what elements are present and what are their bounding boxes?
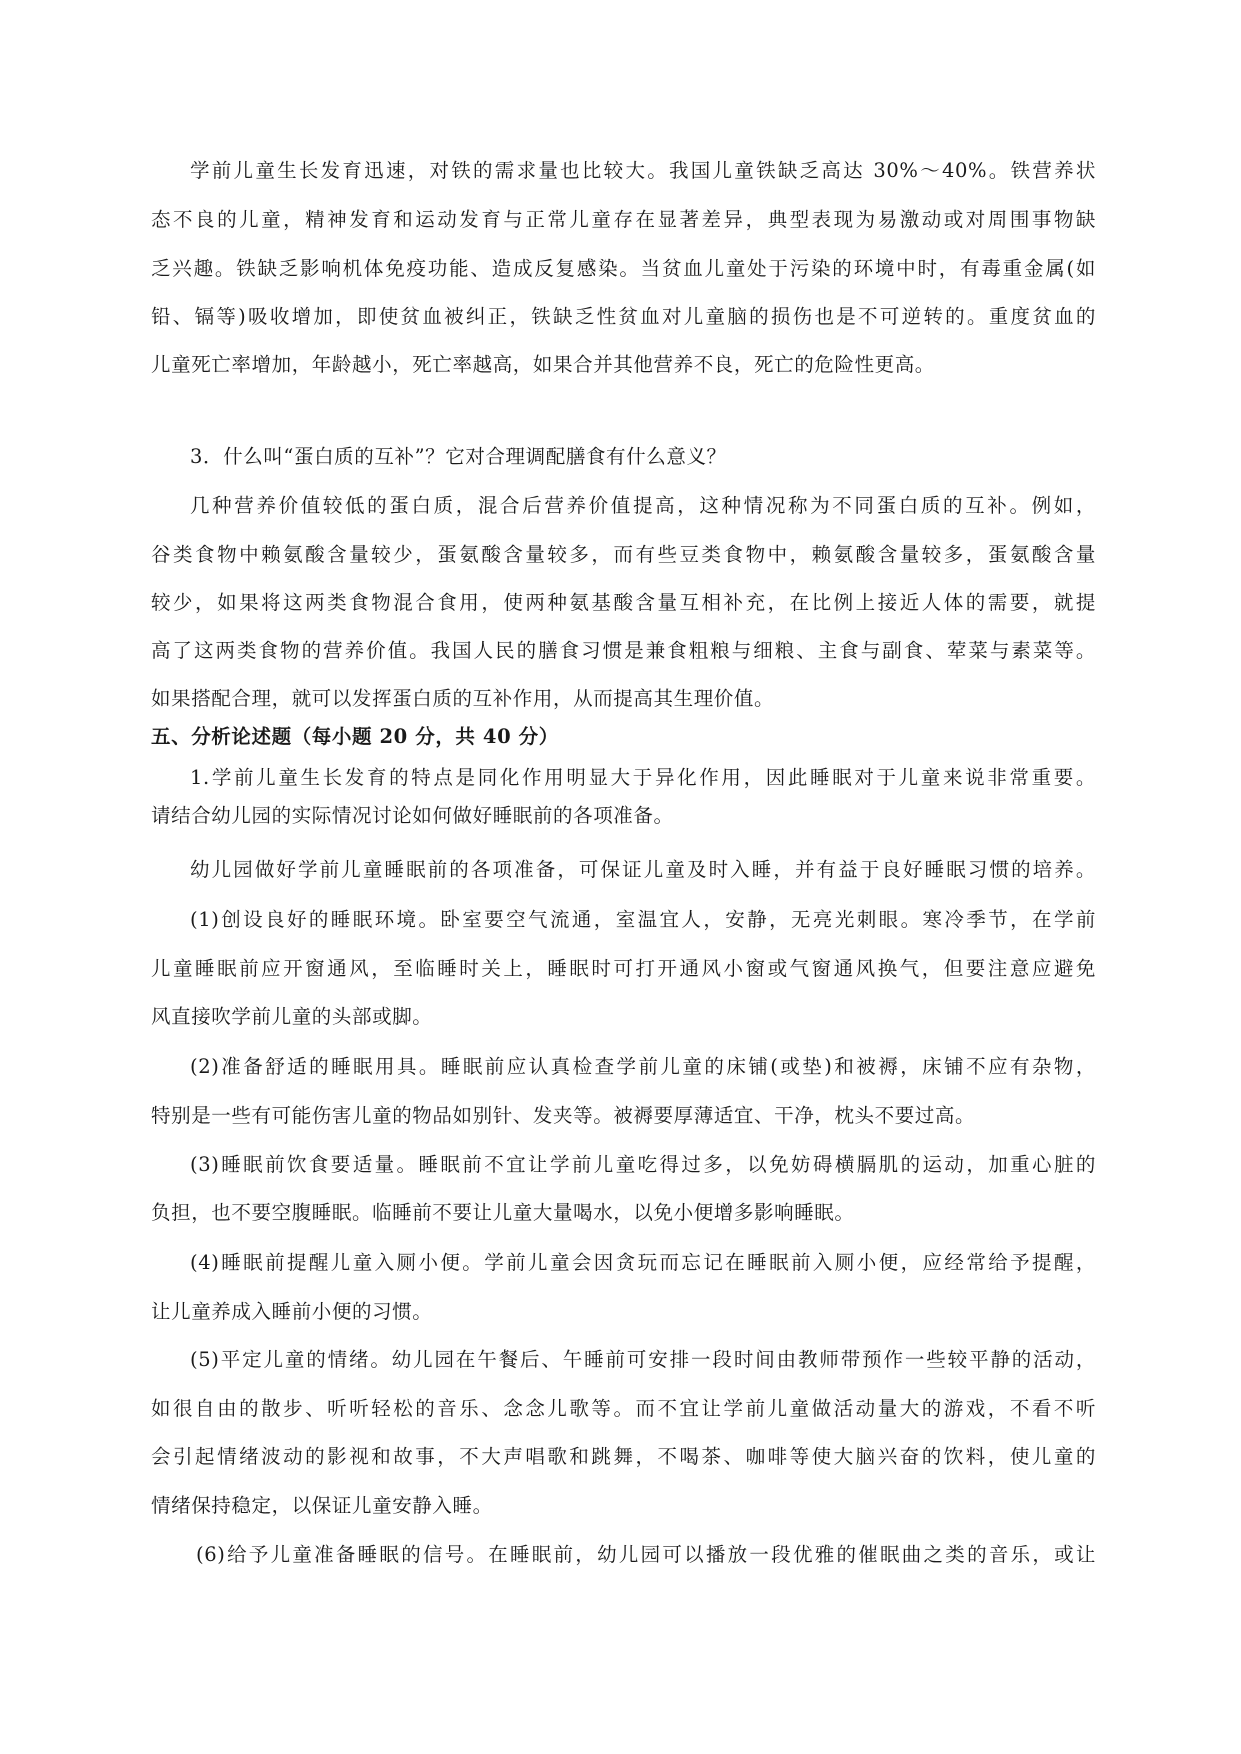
question-3: 3．什么叫“蛋白质的互补”？它对合理调配膳食有什么意义？ bbox=[190, 445, 727, 468]
text-line: 态不良的儿童，精神发育和运动发育与正常儿童存在显著差异，典型表现为易激动或对周围事物缺 bbox=[151, 208, 1096, 231]
text-line: 请结合幼儿园的实际情况讨论如何做好睡眠前的各项准备。 bbox=[151, 804, 674, 827]
text-line: (1)创设良好的睡眠环境。卧室要空气流通，室温宜人，安静，无亮光刺眼。寒冷季节，在学前 bbox=[190, 908, 1096, 931]
text-line: 如很自由的散步、听听轻松的音乐、念念儿歌等。而不宜让学前儿童做活动量大的游戏，不看不听 bbox=[151, 1397, 1096, 1420]
text-line: 几种营养价值较低的蛋白质，混合后营养价值提高，这种情况称为不同蛋白质的互补。例如， bbox=[190, 494, 1096, 517]
text-line: 乏兴趣。铁缺乏影响机体免疫功能、造成反复感染。当贫血儿童处于污染的环境中时，有毒重金属(如 bbox=[151, 257, 1096, 280]
text-line: (2)准备舒适的睡眠用具。睡眠前应认真检查学前儿童的床铺(或垫)和被褥，床铺不应有杂物， bbox=[190, 1055, 1096, 1078]
text-line: 儿童睡眠前应开窗通风，至临睡时关上，睡眠时可打开通风小窗或气窗通风换气，但要注意应避免 bbox=[151, 957, 1096, 980]
text-line: 情绪保持稳定，以保证儿童安静入睡。 bbox=[151, 1494, 493, 1517]
text-line: 铅、镉等)吸收增加，即使贫血被纠正，铁缺乏性贫血对儿童脑的损伤也是不可逆转的。重度贫血的 bbox=[151, 305, 1096, 328]
text-line: 1.学前儿童生长发育的特点是同化作用明显大于异化作用，因此睡眠对于儿童来说非常重要。 bbox=[190, 766, 1096, 789]
text-line: 学前儿童生长发育迅速，对铁的需求量也比较大。我国儿童铁缺乏高达 30%～40%。铁营养状 bbox=[190, 159, 1096, 182]
text-line: 特别是一些有可能伤害儿童的物品如别针、发夹等。被褥要厚薄适宜、干净，枕头不要过高。 bbox=[151, 1104, 976, 1127]
text-line: (4)睡眠前提醒儿童入厕小便。学前儿童会因贪玩而忘记在睡眠前入厕小便，应经常给予提醒， bbox=[190, 1251, 1096, 1274]
text-line: (3)睡眠前饮食要适量。睡眠前不宜让学前儿童吃得过多，以免妨碍横膈肌的运动，加重心脏的 bbox=[190, 1153, 1096, 1176]
answer-intro: 幼儿园做好学前儿童睡眠前的各项准备，可保证儿童及时入睡，并有益于良好睡眠习惯的培养。 bbox=[190, 858, 1096, 881]
text-line: 让儿童养成入睡前小便的习惯。 bbox=[151, 1300, 433, 1323]
section-heading: 五、分析论述题（每小题 20 分，共 40 分） bbox=[151, 725, 559, 748]
text-line: (6)给予儿童准备睡眠的信号。在睡眠前，幼儿园可以播放一段优雅的催眠曲之类的音乐，或让 bbox=[196, 1543, 1096, 1566]
text-line: 风直接吹学前儿童的头部或脚。 bbox=[151, 1005, 433, 1028]
text-line: 较少，如果将这两类食物混合食用，使两种氨基酸含量互相补充，在比例上接近人体的需要，就提 bbox=[151, 591, 1096, 614]
text-line: (5)平定儿童的情绪。幼儿园在午餐后、午睡前可安排一段时间由教师带预作一些较平静的活动， bbox=[190, 1348, 1096, 1371]
text-line: 儿童死亡率增加，年龄越小，死亡率越高，如果合并其他营养不良，死亡的危险性更高。 bbox=[151, 353, 935, 376]
text-line: 谷类食物中赖氨酸含量较少，蛋氨酸含量较多，而有些豆类食物中，赖氨酸含量较多，蛋氨酸含量 bbox=[151, 543, 1096, 566]
text-line: 负担，也不要空腹睡眠。临睡前不要让儿童大量喝水，以免小便增多影响睡眠。 bbox=[151, 1201, 855, 1224]
text-line: 如果搭配合理，就可以发挥蛋白质的互补作用，从而提高其生理价值。 bbox=[151, 687, 775, 710]
text-line: 会引起情绪波动的影视和故事，不大声唱歌和跳舞，不喝茶、咖啡等使大脑兴奋的饮料，使儿童的 bbox=[151, 1445, 1096, 1468]
text-line: 高了这两类食物的营养价值。我国人民的膳食习惯是兼食粗粮与细粮、主食与副食、荤菜与素菜等。 bbox=[151, 639, 1096, 662]
